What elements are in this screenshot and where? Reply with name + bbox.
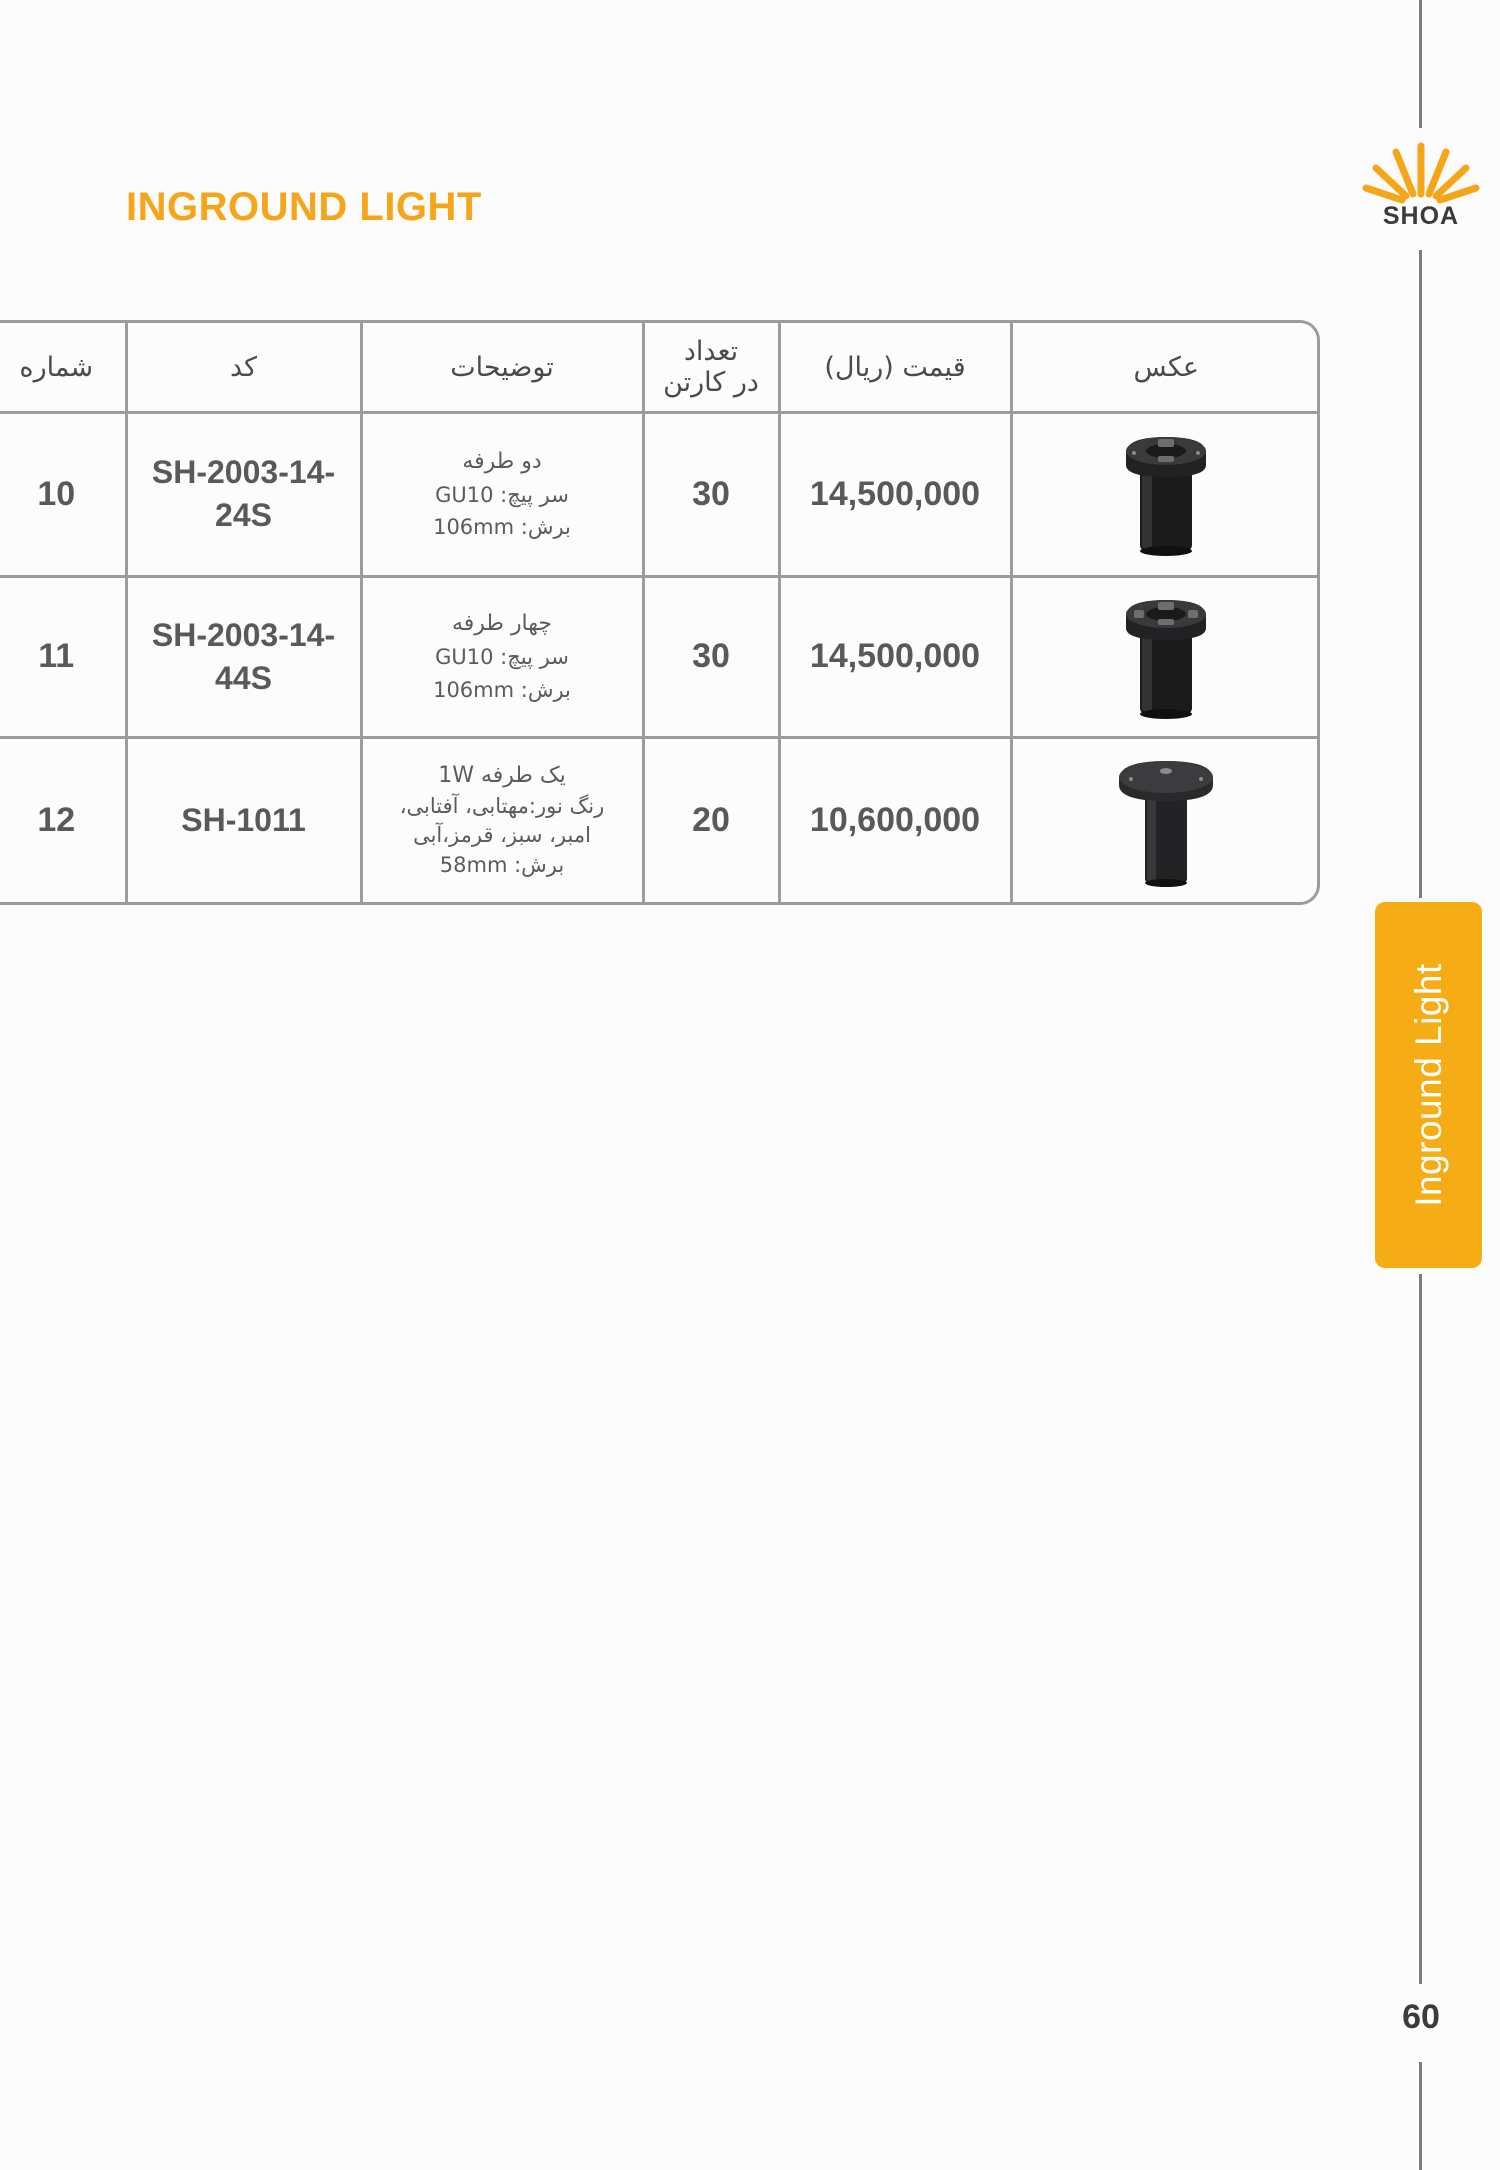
row-code-line2: 44S: [215, 659, 272, 696]
inground-light-two-way-icon: [1116, 429, 1216, 559]
row-photo: [1011, 738, 1320, 902]
desc-line: برش: 58mm: [439, 852, 565, 877]
rail-line-bottom: [1419, 2062, 1422, 2170]
table-row: [0, 576, 1320, 737]
row-code: [126, 413, 361, 576]
price-table: [0, 320, 1320, 905]
header-quantity: [643, 323, 779, 413]
row-description: [361, 413, 643, 576]
desc-line: رنگ نور:مهتابی، آفتابی،: [399, 793, 605, 818]
table-row: [0, 738, 1320, 902]
shoa-logo: [1358, 136, 1484, 236]
row-code-line1: SH-2003-14-: [151, 454, 336, 491]
header-quantity-line1: تعداد: [683, 336, 739, 368]
brand-name: SHOA: [1382, 202, 1460, 230]
desc-line: چهار طرفه: [451, 611, 553, 637]
table-header-row: [0, 323, 1320, 413]
rail-line-top: [1419, 0, 1422, 128]
row-code: [126, 576, 361, 737]
desc-line: یک طرفه 1W: [438, 763, 566, 789]
desc-line: برش: 106mm: [433, 677, 571, 702]
row-quantity: 20: [643, 738, 779, 902]
rail-line-lower: [1419, 1274, 1422, 1984]
row-description: [361, 738, 643, 902]
inground-light-one-way-icon: [1111, 751, 1221, 891]
row-photo: [1011, 413, 1320, 576]
table-row: [0, 413, 1320, 576]
row-number: 11: [0, 576, 126, 737]
row-price: 10,600,000: [779, 738, 1011, 902]
side-tab[interactable]: [1375, 902, 1482, 1268]
header-price: قیمت (ریال): [779, 323, 1011, 413]
header-quantity-line2: در کارتن: [663, 367, 759, 399]
inground-light-four-way-icon: [1116, 592, 1216, 722]
desc-line: سر پیچ: GU10: [435, 645, 569, 670]
rail-line-middle: [1419, 250, 1422, 898]
sun-rays-icon: [1358, 136, 1484, 204]
row-quantity: 30: [643, 576, 779, 737]
row-description: [361, 576, 643, 737]
header-code: کد: [126, 323, 361, 413]
header-photo: عکس: [1011, 323, 1320, 413]
desc-line: دو طرفه: [462, 448, 542, 474]
header-number: شماره: [0, 323, 126, 413]
row-code-line1: SH-2003-14-: [151, 616, 336, 653]
row-code-line1: SH-1011: [181, 801, 306, 838]
desc-line: امبر، سبز، قرمز،آبی: [413, 823, 591, 848]
row-price: 14,500,000: [779, 576, 1011, 737]
side-tab-label: Inground Light: [1407, 963, 1449, 1207]
row-code: [126, 738, 361, 902]
row-code-line2: 24S: [215, 497, 272, 534]
row-quantity: 30: [643, 413, 779, 576]
section-title: INGROUND LIGHT: [126, 185, 482, 229]
row-number: 12: [0, 738, 126, 902]
row-photo: [1011, 576, 1320, 737]
row-number: 10: [0, 413, 126, 576]
desc-line: سر پیچ: GU10: [435, 482, 569, 507]
page-number: 60: [1402, 1998, 1440, 2036]
row-price: 14,500,000: [779, 413, 1011, 576]
desc-line: برش: 106mm: [433, 515, 571, 540]
header-description: توضیحات: [361, 323, 643, 413]
